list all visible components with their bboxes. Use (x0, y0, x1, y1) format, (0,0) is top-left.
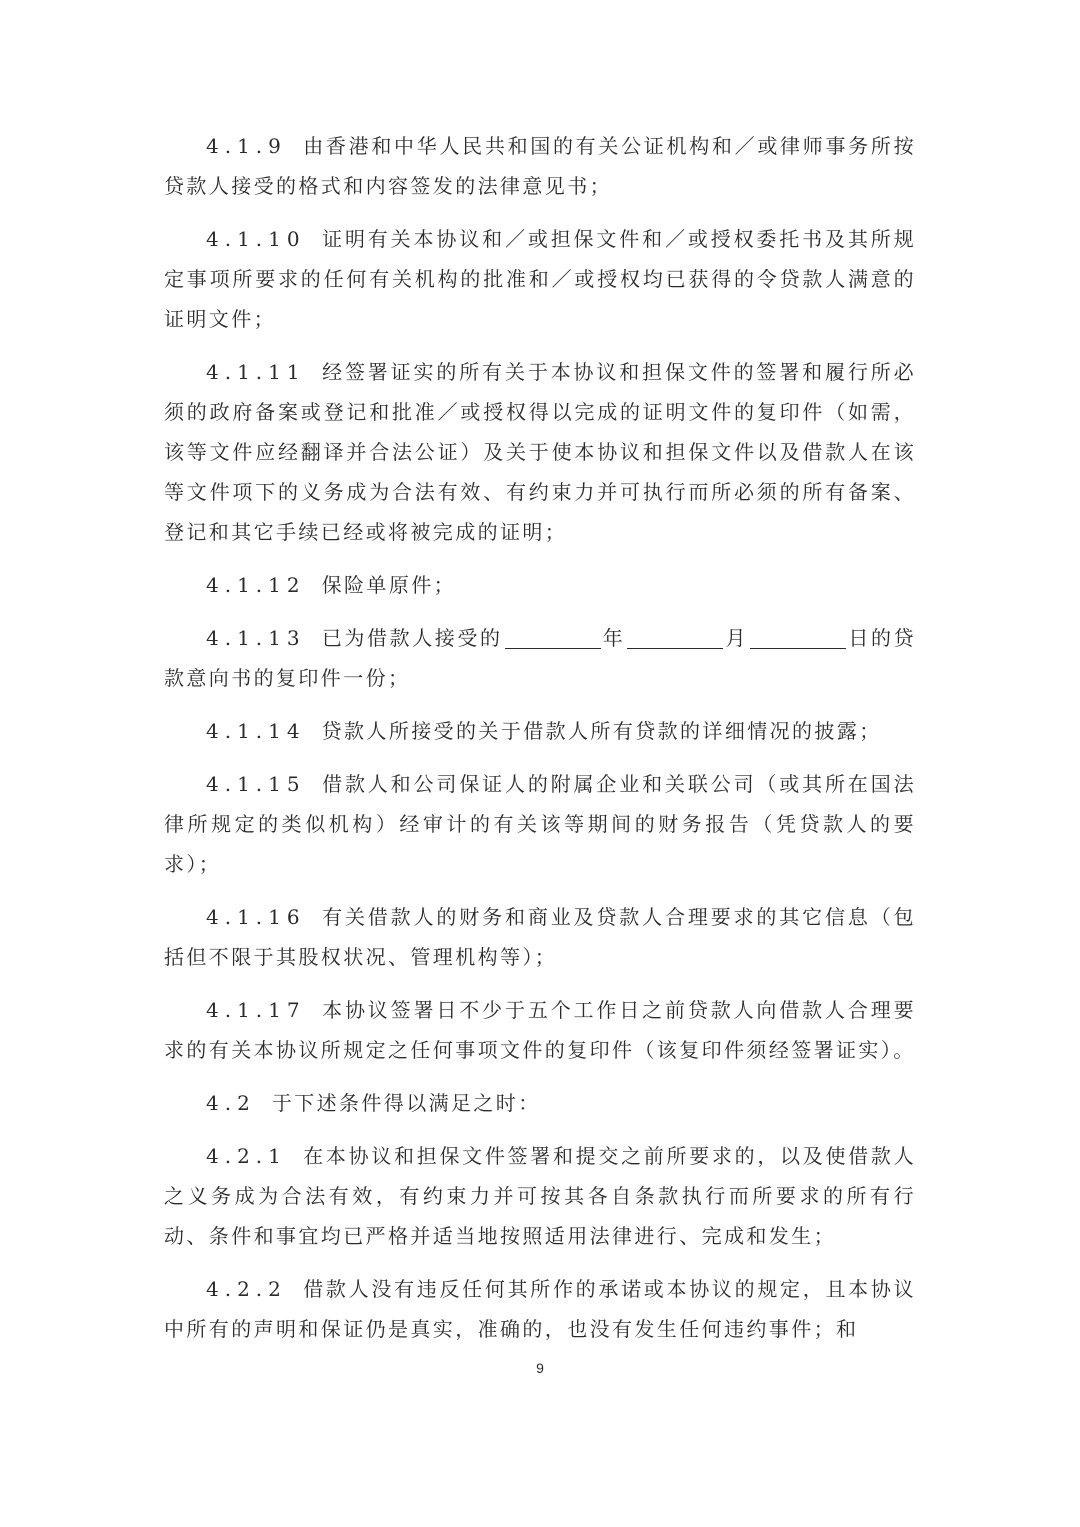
clause-text: 本协议签署日不少于五个工作日之前贷款人向借款人合理要求的有关本协议所规定之任何事项文件的复印件（该复印件须经签署证实）。 (164, 998, 916, 1062)
clause-4-1-12 (164, 565, 916, 605)
page-number: 9 (536, 1360, 544, 1376)
clause-text-before-blanks: 已为借款人接受的 (321, 626, 503, 650)
clause-number: 4.1.12 (206, 573, 306, 597)
clause-number: 4.2.1 (206, 1144, 287, 1168)
clause-number: 4.1.9 (206, 134, 287, 158)
month-blank-line (627, 624, 723, 649)
clause-text: 贷款人所接受的关于借款人所有贷款的详细情况的披露； (321, 719, 882, 743)
clause-text: 由香港和中华人民共和国的有关公证机构和／或律师事务所按贷款人接受的格式和内容签发的法律意见书； (164, 134, 916, 198)
clause-number: 4.1.16 (206, 905, 306, 929)
clause-number: 4.1.11 (206, 360, 306, 384)
day-blank-line (750, 624, 846, 649)
clause-text: 在本协议和担保文件签署和提交之前所要求的，以及使借款人之义务成为合法有效，有约束力并可按其各自条款执行而所要求的所有行动、条件和事宜均已严格并适当地按照适用法律进行、完成和发生； (164, 1144, 916, 1248)
month-label: 月 (725, 626, 749, 650)
year-label: 年 (602, 626, 626, 650)
clause-number: 4.2 (206, 1091, 256, 1115)
clause-text: 借款人没有违反任何其所作的承诺或本协议的规定，且本协议中所有的声明和保证仍是真实，准确的，也没有发生任何违约事件；和 (164, 1277, 916, 1341)
clause-text: 保险单原件； (321, 573, 457, 597)
clause-text: 经签署证实的所有关于本协议和担保文件的签署和履行所必须的政府备案或登记和批准／或授权得以完成的证明文件的复印件（如需，该等文件应经翻译并合法公证）及关于使本协议和担保文件以及借款人在该等文件项下的义务成为合法有效、有约束力并可执行而所必须的所有备案、登记和其它手续已经或将被完成的证明； (164, 360, 916, 544)
clause-number: 4.1.13 (206, 626, 306, 650)
clause-number: 4.1.17 (206, 998, 306, 1022)
clause-4-1-16 (164, 897, 916, 977)
year-blank-line (505, 624, 601, 649)
clause-text: 有关借款人的财务和商业及贷款人合理要求的其它信息（包括但不限于其股权状况、管理机构等）； (164, 905, 916, 969)
clause-4-1-17 (164, 990, 916, 1070)
clause-4-2-1 (164, 1136, 916, 1256)
clause-4-1-11 (164, 352, 916, 552)
clause-number: 4.1.10 (206, 227, 306, 251)
clause-4-2 (164, 1083, 916, 1123)
clause-text: 借款人和公司保证人的附属企业和关联公司（或其所在国法律所规定的类似机构）经审计的有关该等期间的财务报告（凭贷款人的要求）； (164, 772, 916, 876)
clause-4-1-15 (164, 764, 916, 884)
clause-4-2-2 (164, 1269, 916, 1349)
document-body (164, 126, 916, 1362)
clause-number: 4.1.14 (206, 719, 306, 743)
clause-4-1-10 (164, 219, 916, 339)
clause-4-1-14 (164, 711, 916, 751)
clause-text: 于下述条件得以满足之时： (271, 1091, 541, 1115)
clause-4-1-9 (164, 126, 916, 206)
clause-4-1-13 (164, 618, 916, 698)
clause-text: 证明有关本协议和／或担保文件和／或授权委托书及其所规定事项所要求的任何有关机构的批准和／或授权均已获得的令贷款人满意的证明文件； (164, 227, 916, 331)
clause-text-after-blanks: 日的贷款意向书的复印件一份； (164, 626, 916, 690)
clause-number: 4.1.15 (206, 772, 306, 796)
clause-number: 4.2.2 (206, 1277, 287, 1301)
